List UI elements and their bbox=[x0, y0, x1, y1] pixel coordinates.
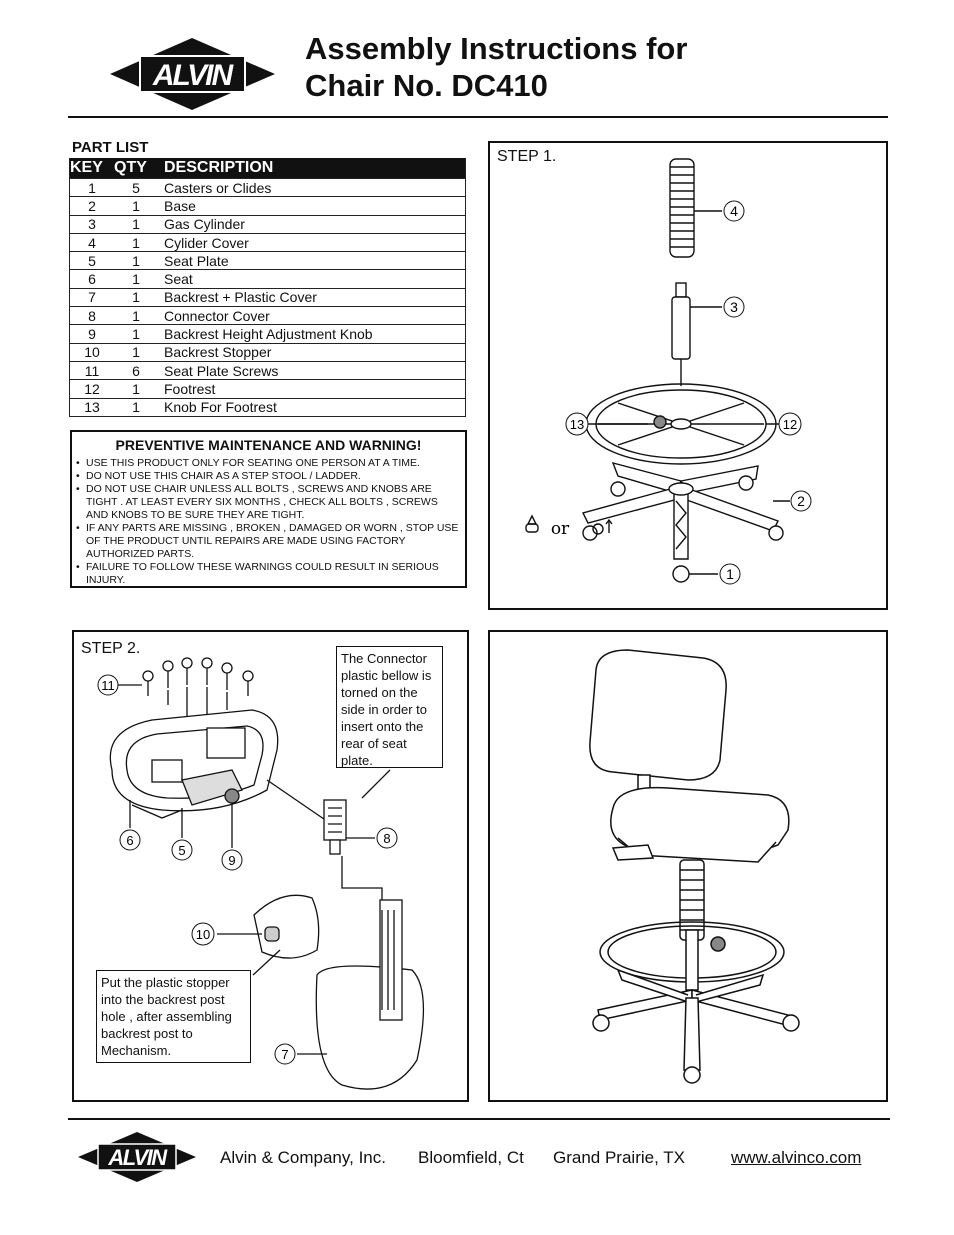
alvin-logo bbox=[110, 38, 275, 110]
callout-4 bbox=[724, 201, 744, 221]
part-list-title: PART LIST bbox=[72, 139, 149, 156]
warning-box bbox=[70, 430, 467, 588]
cell-desc: Knob For Footrest bbox=[158, 398, 466, 416]
warning-item: • IF ANY PARTS ARE MISSING , BROKEN , DAMAGED OR WORN , STOP USE OF THE PRODUCT UNTIL REPAIRS ARE MADE USING FACTORY AUTHORIZED PARTS. bbox=[86, 522, 461, 561]
callout-2 bbox=[791, 491, 811, 511]
warning-item: • DO NOT USE THIS CHAIR AS A STEP STOOL / LADDER. bbox=[86, 470, 461, 483]
part-list-header bbox=[70, 158, 466, 179]
cell-desc: Backrest Height Adjustment Knob bbox=[158, 325, 466, 343]
cell-qty: 1 bbox=[114, 197, 158, 215]
warning-item: • USE THIS PRODUCT ONLY FOR SEATING ONE PERSON AT A TIME. bbox=[86, 457, 461, 470]
header-rule bbox=[68, 116, 888, 118]
cell-key: 9 bbox=[70, 325, 115, 343]
svg-text:9: 9 bbox=[228, 853, 236, 868]
cell-desc: Connector Cover bbox=[158, 307, 466, 325]
svg-text:11: 11 bbox=[101, 678, 115, 693]
cell-key: 6 bbox=[70, 270, 115, 288]
part-list-table bbox=[69, 158, 466, 417]
cell-desc: Cylider Cover bbox=[158, 233, 466, 251]
cell-desc: Backrest Stopper bbox=[158, 343, 466, 361]
cell-desc: Seat Plate Screws bbox=[158, 361, 466, 379]
seat-plate-drawing bbox=[110, 710, 277, 818]
or-label: or bbox=[550, 519, 570, 539]
table-row bbox=[70, 233, 466, 251]
callout-11 bbox=[98, 675, 118, 695]
warning-item: • DO NOT USE CHAIR UNLESS ALL BOLTS , SCREWS AND KNOBS ARE TIGHT . AT LEAST EVERY SIX MONTHS , CHECK ALL BOLTS , SCREWS AND KNOBS TO BE SURE THEY ARE TIGHT. bbox=[86, 483, 461, 522]
step1-exploded-diagram bbox=[488, 141, 888, 610]
svg-text:12: 12 bbox=[782, 417, 798, 432]
cell-key: 12 bbox=[70, 380, 115, 398]
svg-text:1: 1 bbox=[726, 566, 734, 582]
cell-qty: 1 bbox=[114, 325, 158, 343]
page-title bbox=[305, 30, 687, 104]
cell-qty: 1 bbox=[114, 233, 158, 251]
cell-desc: Gas Cylinder bbox=[158, 215, 466, 233]
company-name: Alvin & Company, Inc. bbox=[220, 1148, 386, 1167]
table-row bbox=[70, 252, 466, 270]
location-grand-prairie: Grand Prairie, TX bbox=[553, 1148, 685, 1167]
cell-qty: 6 bbox=[114, 361, 158, 379]
cell-qty: 1 bbox=[114, 215, 158, 233]
cell-qty: 5 bbox=[114, 179, 158, 197]
svg-text:5: 5 bbox=[178, 843, 186, 858]
col-key: KEY bbox=[70, 158, 115, 179]
cell-key: 1 bbox=[70, 179, 115, 197]
callout-8 bbox=[377, 828, 397, 848]
stopper-note: Put the plastic stopper into the backrest post hole , after assembling backrest post to Mechanism. bbox=[96, 970, 251, 1063]
callout-7 bbox=[275, 1044, 295, 1064]
svg-text:3: 3 bbox=[730, 299, 738, 315]
connector-note: The Connector plastic bellow is torned on the side in order to insert onto the rear of seat plate. bbox=[336, 646, 443, 768]
table-row bbox=[70, 215, 466, 233]
location-bloomfield: Bloomfield, Ct bbox=[418, 1148, 524, 1167]
svg-text:4: 4 bbox=[730, 203, 738, 219]
step2-label: STEP 2. bbox=[81, 640, 141, 657]
gas-cylinder-drawing bbox=[672, 283, 690, 359]
svg-text:6: 6 bbox=[126, 833, 134, 848]
callout-5 bbox=[172, 840, 192, 860]
cell-key: 13 bbox=[70, 398, 115, 416]
cell-qty: 1 bbox=[114, 398, 158, 416]
cylinder-cover-drawing bbox=[670, 159, 694, 257]
cell-key: 5 bbox=[70, 252, 115, 270]
cell-desc: Footrest bbox=[158, 380, 466, 398]
cell-qty: 1 bbox=[114, 270, 158, 288]
cell-qty: 1 bbox=[114, 380, 158, 398]
svg-text:7: 7 bbox=[281, 1047, 289, 1062]
assembled-chair-drawing bbox=[488, 630, 888, 1102]
svg-text:ALVIN: ALVIN bbox=[152, 59, 232, 92]
svg-text:2: 2 bbox=[797, 493, 805, 509]
cell-qty: 1 bbox=[114, 288, 158, 306]
callout-1 bbox=[720, 564, 740, 584]
table-row bbox=[70, 361, 466, 379]
callout-13 bbox=[566, 413, 588, 435]
col-qty: QTY bbox=[114, 158, 158, 179]
callout-6 bbox=[120, 830, 140, 850]
assembled-chair-panel bbox=[488, 630, 888, 1102]
title-line-2: Chair No. DC410 bbox=[305, 68, 548, 103]
step1-panel bbox=[488, 141, 888, 610]
cell-qty: 1 bbox=[114, 252, 158, 270]
cell-desc: Casters or Clides bbox=[158, 179, 466, 197]
table-row bbox=[70, 197, 466, 215]
warning-title: PREVENTIVE MAINTENANCE AND WARNING! bbox=[115, 437, 422, 453]
warning-item: • FAILURE TO FOLLOW THESE WARNINGS COULD RESULT IN SERIOUS INJURY. bbox=[86, 561, 461, 587]
cell-desc: Backrest + Plastic Cover bbox=[158, 288, 466, 306]
callout-3 bbox=[724, 297, 744, 317]
footer-alvin-logo bbox=[78, 1132, 196, 1182]
callout-12 bbox=[779, 413, 801, 435]
table-row bbox=[70, 380, 466, 398]
backrest-stopper-zoom bbox=[254, 895, 319, 958]
col-description: DESCRIPTION bbox=[158, 158, 466, 179]
table-row bbox=[70, 307, 466, 325]
table-row bbox=[70, 179, 466, 197]
backrest-drawing bbox=[316, 900, 423, 1089]
svg-text:10: 10 bbox=[195, 927, 211, 942]
cell-desc: Base bbox=[158, 197, 466, 215]
cell-key: 4 bbox=[70, 233, 115, 251]
cell-key: 7 bbox=[70, 288, 115, 306]
cell-qty: 1 bbox=[114, 343, 158, 361]
table-row bbox=[70, 325, 466, 343]
svg-text:13: 13 bbox=[569, 417, 585, 432]
cell-key: 10 bbox=[70, 343, 115, 361]
table-row bbox=[70, 270, 466, 288]
step2-panel bbox=[72, 630, 469, 1102]
cell-key: 2 bbox=[70, 197, 115, 215]
backrest-shape bbox=[590, 650, 726, 780]
footer-rule bbox=[68, 1118, 890, 1120]
cell-key: 11 bbox=[70, 361, 115, 379]
table-row bbox=[70, 398, 466, 416]
table-row bbox=[70, 288, 466, 306]
step1-label: STEP 1. bbox=[497, 148, 557, 165]
cell-qty: 1 bbox=[114, 307, 158, 325]
cell-desc: Seat Plate bbox=[158, 252, 466, 270]
website-link[interactable]: www.alvinco.com bbox=[731, 1148, 862, 1167]
svg-text:8: 8 bbox=[383, 831, 391, 846]
screw-drawings bbox=[143, 658, 253, 696]
cell-key: 3 bbox=[70, 215, 115, 233]
cell-key: 8 bbox=[70, 307, 115, 325]
table-row bbox=[70, 343, 466, 361]
svg-text:ALVIN: ALVIN bbox=[108, 1145, 166, 1170]
title-line-1: Assembly Instructions for bbox=[305, 31, 688, 66]
connector-cover-drawing bbox=[324, 800, 346, 854]
callout-9 bbox=[222, 850, 242, 870]
cell-desc: Seat bbox=[158, 270, 466, 288]
callout-10 bbox=[192, 923, 214, 945]
